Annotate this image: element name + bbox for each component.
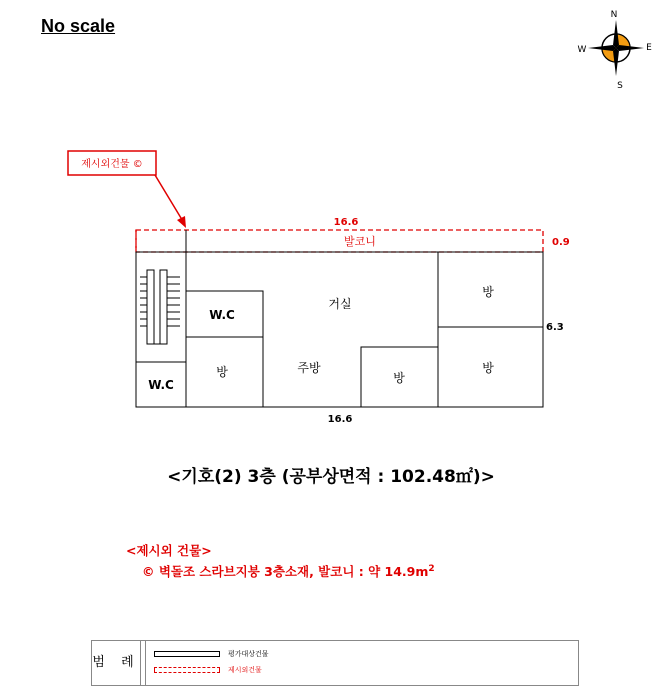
balcony-width-label: 16.6 xyxy=(333,217,359,228)
room-right-top: 방 xyxy=(482,285,494,299)
compass-n: N xyxy=(610,10,618,20)
floor-caption: <기호(2) 3층 (공부상면적 : 102.48㎡)> xyxy=(167,467,495,487)
compass-s: S xyxy=(617,81,623,90)
room-center: 방 xyxy=(393,371,405,385)
annex-tag-label: 제시외건물 © xyxy=(81,159,143,170)
annex-note-body: © 벽돌조 스라브지붕 3층소재, 발코니 : 약 $14.9m^2$ xyxy=(142,564,435,580)
room-right-bottom: 방 xyxy=(482,361,494,375)
legend-dashed-swatch xyxy=(154,667,220,673)
legend-title: 범 례 xyxy=(92,655,140,670)
annex-arrow-line xyxy=(155,175,184,223)
room-kitchen: 주방 xyxy=(297,361,321,375)
room-living: 거실 xyxy=(328,297,352,311)
no-scale-label: No scale xyxy=(41,16,116,36)
legend-solid-swatch xyxy=(154,651,220,657)
annex-note-sup: 2 xyxy=(428,564,435,574)
compass-e: E xyxy=(646,43,652,53)
balcony-label: 발코니 xyxy=(344,235,376,248)
staircase xyxy=(140,270,180,344)
annex-note xyxy=(126,542,435,581)
balcony-depth-label: 0.9 xyxy=(552,237,570,248)
building-width-label: 16.6 xyxy=(327,414,353,425)
legend-divider xyxy=(140,641,146,685)
room-left: 방 xyxy=(216,365,228,379)
legend-item-subject: 평가대상건물 xyxy=(154,649,269,659)
compass-w: W xyxy=(577,45,587,55)
legend-item-annex: 제시외건물 xyxy=(154,665,262,675)
room-wc-lower: W.C xyxy=(148,378,174,392)
building-outline xyxy=(136,252,543,407)
room-wc-upper: W.C xyxy=(209,308,235,322)
annex-arrow-head xyxy=(177,216,186,228)
building-depth-label: 6.3 xyxy=(546,322,564,333)
legend-box xyxy=(91,640,579,686)
annex-note-title: <제시외 건물> xyxy=(126,543,212,558)
balcony-outline xyxy=(136,230,543,252)
